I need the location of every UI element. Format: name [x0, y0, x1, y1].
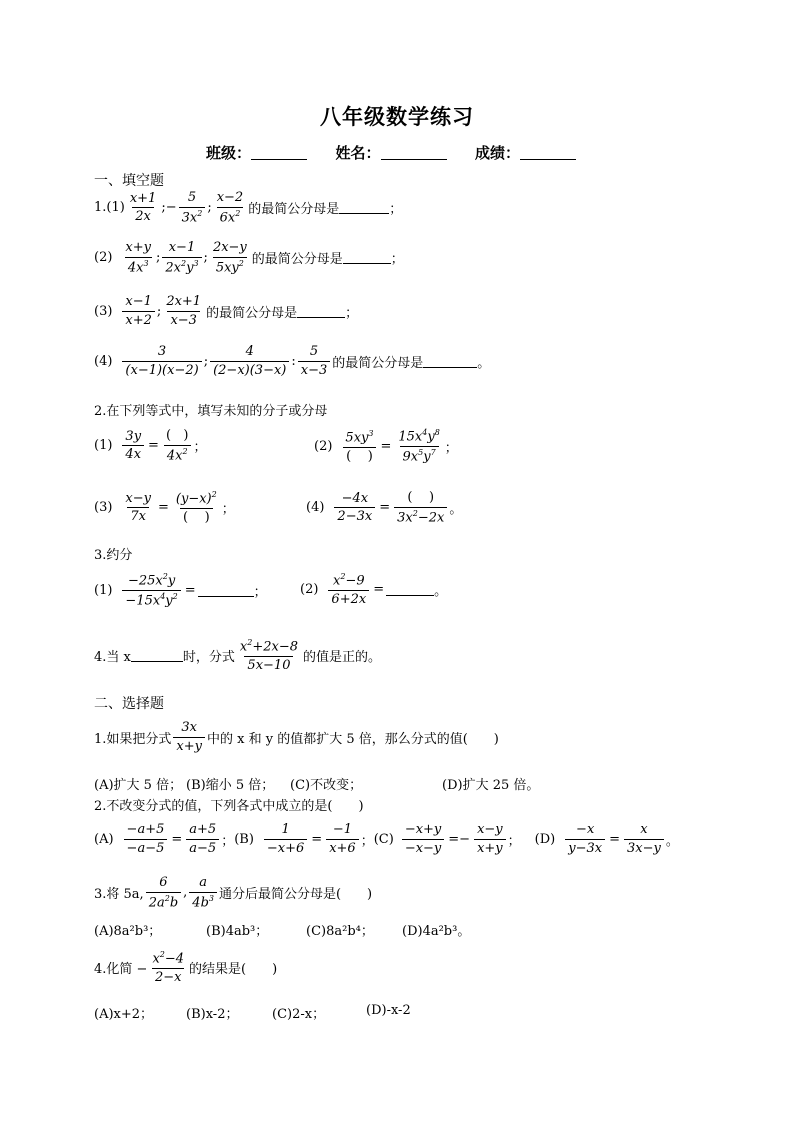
fraction: $\frac{( )}{3x^2-2x}$: [394, 490, 447, 526]
fraction: $\frac{6}{2a^2b}$: [146, 875, 181, 911]
answer-blank[interactable]: [131, 649, 183, 662]
name-blank[interactable]: [381, 144, 447, 160]
c3-suffix: 通分后最简公分母是( ): [218, 887, 373, 903]
c1-option-d[interactable]: (D)扩大 25 倍。: [442, 778, 540, 793]
c4-suffix: 的结果是( ): [189, 962, 278, 978]
fraction: $\frac{-x}{y-3x}$: [565, 822, 605, 856]
answer-blank[interactable]: [198, 584, 254, 597]
answer-blank[interactable]: [297, 305, 345, 318]
c1-option-b[interactable]: (B)缩小 5 倍；: [186, 778, 275, 793]
q2-3-label: (3): [94, 500, 113, 516]
fraction: $\frac{a}{4b^3}$: [189, 875, 217, 911]
q1-3-tail: 的最简公分母是: [206, 305, 298, 321]
q2-1-label: (1): [94, 438, 113, 454]
fraction: $\frac{3x}{x+y}$: [173, 720, 205, 754]
q1-2-row: (2) $\frac{x+y}{4x^3}$ ; $\frac{x-1}{2x^2y^3}$ ; $\frac{2x-y}{5xy^2}$ 的最简公分母是 ；: [94, 240, 404, 275]
score-label: 成绩：: [474, 144, 520, 162]
fraction: $\frac{15x^4y^8}{9x^5y^7}$: [398, 428, 440, 465]
q4-prefix: 4.当 x: [94, 650, 131, 666]
section-heading-fill: 一、填空题: [94, 173, 164, 189]
c1-option-a[interactable]: (A)扩大 5 倍；: [94, 778, 183, 793]
fraction: $\frac{-25x^2y}{-15x^4y^2}$: [122, 572, 180, 609]
c3-option-b[interactable]: (B)4ab³；: [206, 924, 269, 939]
c2-option-b-label[interactable]: (B): [234, 831, 254, 847]
fraction: $\frac{x^2-9}{6+2x}$: [328, 572, 369, 608]
q4-mid: 时，分式: [182, 650, 235, 666]
q1-4-row: (4) $\frac{3}{(x-1)(x-2)}$ ; $\frac{4}{(2-x)(3-x)}$ : $\frac{5}{x-3}$ 的最简公分母是 。: [94, 344, 491, 378]
c4-option-b[interactable]: (B)x-2；: [186, 1007, 239, 1022]
punctuation: 。: [477, 355, 491, 371]
q2-3-row: (3) $\frac{x-y}{7x}$ = $\frac{(y-x)^2}{( )}$ ；: [94, 490, 235, 525]
c2-options-row: (A) $\frac{-a+5}{-a-5}$ = $\frac{a+5}{a-5}$ ； (B) $\frac{1}{-x+6}$ = $\frac{-1}{x+6}$ ； (C) $\frac{-x+y}{-x-y}$ =− $\frac{x-y}{x+y}$ ； (D) $\frac{-x}{y-3x}$ = $\frac{x}{3x-y}$ 。: [94, 822, 679, 856]
punctuation: ；: [389, 202, 403, 218]
q1-4-label: (4): [94, 353, 113, 369]
q3-text: 3.约分: [94, 548, 133, 563]
q3-2-label: (2): [300, 582, 319, 598]
fraction: $\frac{4}{(2-x)(3-x)}$: [210, 344, 289, 378]
fraction: $\frac{-4x}{2-3x}$: [334, 491, 375, 525]
class-label: 班级：: [206, 144, 252, 162]
fraction: $\frac{3}{(x-1)(x-2)}$: [122, 344, 201, 378]
fraction: $\frac{x}{3x-y}$: [624, 822, 664, 856]
c2-option-a-label[interactable]: (A): [94, 831, 114, 847]
c3-option-c[interactable]: (C)8a²b⁴；: [306, 924, 374, 939]
q1-3-label: (3): [94, 303, 113, 319]
c2-option-c-label[interactable]: (C): [373, 831, 394, 847]
name-label: 姓名：: [335, 144, 381, 162]
fraction: $\frac{( )}{4x^2}$: [163, 428, 192, 464]
fraction: $\frac{x-1}{2x^2y^3}$: [162, 240, 201, 276]
q2-2-label: (2): [314, 438, 333, 454]
c4-option-a[interactable]: (A)x+2；: [94, 1007, 154, 1022]
fraction: $\frac{x+1}{2x}$: [129, 190, 157, 225]
c4-option-d[interactable]: (D)-x-2: [366, 1003, 411, 1018]
c3-option-d[interactable]: (D)4a²b³。: [402, 924, 471, 939]
fraction: $\frac{a+5}{a-5}$: [186, 822, 219, 856]
c1-prefix: 1.如果把分式: [94, 731, 172, 747]
fraction: $\frac{3y}{4x}$: [122, 429, 144, 463]
fraction: $\frac{x-y}{x+y}$: [474, 822, 506, 856]
c2-text: 2.不改变分式的值，下列各式中成立的是( ): [94, 799, 364, 814]
page-title: 八年级数学练习: [320, 104, 474, 129]
answer-blank[interactable]: [386, 583, 434, 596]
punctuation: ；: [345, 305, 359, 321]
q3-1-row: (1) $\frac{-25x^2y}{-15x^4y^2}$ = ；: [94, 572, 267, 609]
c4-option-c[interactable]: (C)2-x；: [272, 1007, 326, 1022]
q4-row: [94, 638, 381, 674]
fraction: $\frac{x-2}{6x^2}$: [216, 190, 244, 225]
q2-1-row: (1) $\frac{3y}{4x}$ = $\frac{( )}{4x^2}$ ；: [94, 428, 207, 463]
c3-row: 3.将 5a, $\frac{6}{2a^2b}$ , $\frac{a}{4b^3}$ 通分后最简公分母是( ): [94, 875, 373, 910]
q4-suffix: 的值是正的。: [303, 650, 382, 666]
fraction: $\frac{-x+y}{-x-y}$: [402, 822, 444, 856]
answer-blank[interactable]: [423, 355, 477, 368]
q2-text: 2.在下列等式中，填写未知的分子或分母: [94, 404, 328, 419]
fraction: $\frac{-a+5}{-a-5}$: [124, 822, 168, 856]
fraction: $\frac{5}{x-3}$: [298, 344, 331, 378]
fraction: $\frac{2x-y}{5xy^2}$: [212, 240, 247, 275]
q2-2-row: (2) $\frac{5xy^3}{( )}$ = $\frac{15x^4y^8}{9x^5y^7}$ ；: [314, 428, 458, 465]
section-heading-choice: 二、选择题: [94, 696, 164, 712]
q3-1-label: (1): [94, 582, 113, 598]
q1-2-label: (2): [94, 250, 113, 266]
class-blank[interactable]: [251, 144, 307, 160]
c4-prefix: 4.化简 −: [94, 962, 148, 978]
fraction: $\frac{x-1}{x+2}$: [122, 294, 155, 328]
c3-option-a[interactable]: (A)8a²b³；: [94, 924, 162, 939]
q1-4-tail: 的最简公分母是: [332, 355, 424, 371]
student-info-line: [206, 142, 576, 163]
q2-4-row: (4) $\frac{-4x}{2-3x}$ = $\frac{( )}{3x^2-2x}$ 。: [306, 490, 463, 525]
fraction: $\frac{x^2-4}{2-x}$: [152, 950, 185, 985]
q1-1-row: 1.(1) $\frac{x+1}{2x}$ ;− $\frac{5}{3x^2}$ ; $\frac{x-2}{6x^2}$ 的最简公分母是 ；: [94, 190, 403, 225]
fraction: $\frac{(y-x)^2}{( )}$: [175, 490, 217, 525]
answer-blank[interactable]: [339, 201, 389, 214]
c3-prefix: 3.将 5a,: [94, 887, 144, 903]
fraction: $\frac{1}{-x+6}$: [264, 822, 307, 856]
c1-suffix: 中的 x 和 y 的值都扩大 5 倍，那么分式的值( ): [206, 731, 499, 747]
score-blank[interactable]: [520, 144, 576, 160]
q1-1-tail: 的最简公分母是: [248, 202, 340, 218]
fraction: $\frac{-1}{x+6}$: [326, 822, 359, 856]
answer-blank[interactable]: [343, 251, 391, 264]
punctuation: ；: [390, 252, 404, 268]
q1-2-tail: 的最简公分母是: [251, 252, 343, 268]
fraction: $\frac{2x+1}{x-3}$: [166, 294, 202, 328]
q2-4-label: (4): [306, 500, 325, 516]
fraction: $\frac{5}{3x^2}$: [179, 190, 206, 226]
q1-3-row: (3) $\frac{x-1}{x+2}$ ; $\frac{2x+1}{x-3}$ 的最简公分母是 ；: [94, 294, 359, 328]
fraction: $\frac{x^2+2x-8}{5x-10}$: [239, 638, 298, 673]
q1-1-label: 1.(1): [94, 200, 125, 216]
c4-row: [94, 950, 277, 986]
fraction: $\frac{5xy^3}{( )}$: [342, 429, 376, 465]
c1-option-c[interactable]: (C)不改变；: [290, 778, 363, 793]
fraction: $\frac{x-y}{7x}$: [125, 490, 151, 525]
fraction: $\frac{x+y}{4x^3}$: [125, 240, 151, 275]
c2-option-d-label[interactable]: (D): [534, 831, 556, 847]
q3-2-row: (2) $\frac{x^2-9}{6+2x}$ = 。: [300, 572, 448, 607]
c1-row: [94, 720, 499, 754]
